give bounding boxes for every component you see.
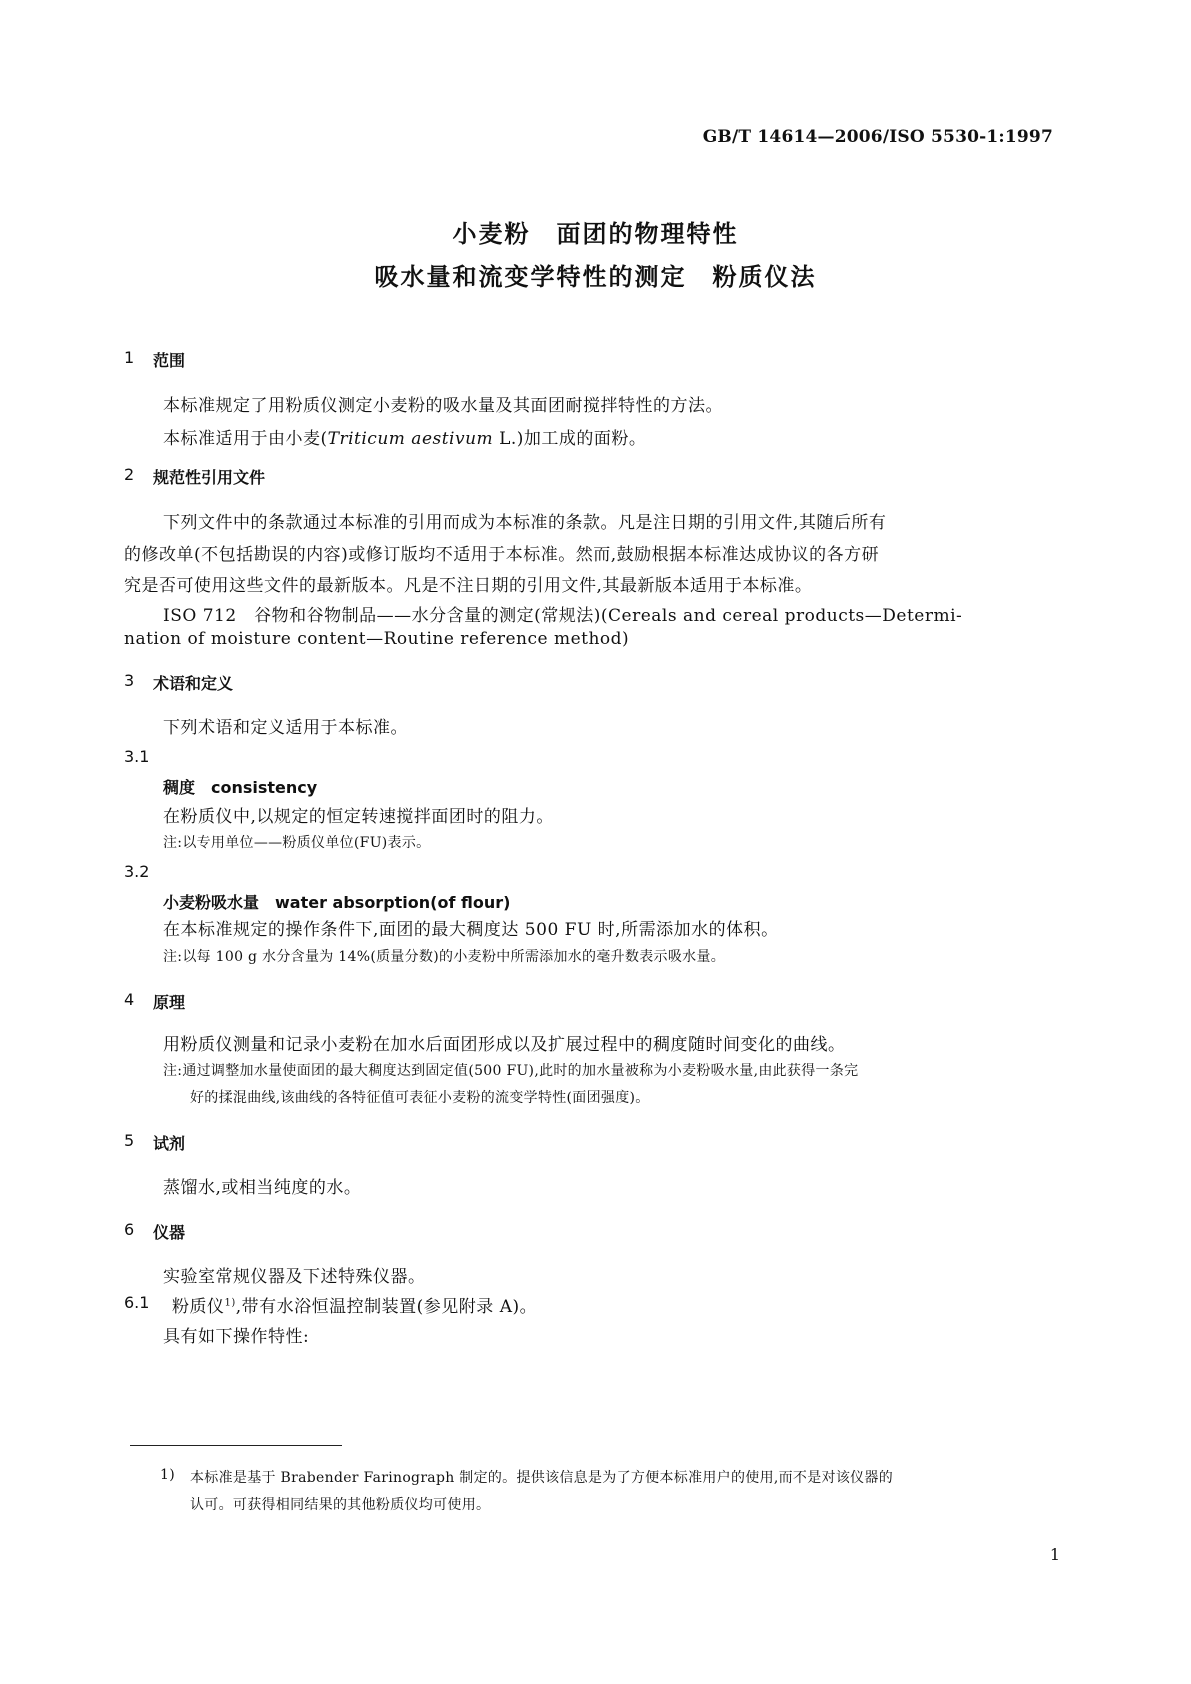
footnote-line-2: 认可。可获得相同结果的其他粉质仪均可使用。 xyxy=(190,1497,491,1513)
footnote-divider xyxy=(130,1445,342,1446)
term-3-1-number: 3.1 xyxy=(124,747,150,766)
term-3-2-heading: 小麦粉吸水量 water absorption(of flour) xyxy=(163,893,511,912)
term-3-1-heading: 稠度 consistency xyxy=(163,778,318,797)
section-4-title: 原理 xyxy=(153,993,186,1012)
section-2-line-1: 下列文件中的条款通过本标准的引用而成为本标准的条款。凡是注日期的引用文件,其随后所有 xyxy=(163,513,887,533)
section-2-line-2: 的修改单(不包括勘误的内容)或修订版均不适用于本标准。然而,鼓励根据本标准达成协议的各方研 xyxy=(124,545,880,565)
instrument-name: 粉质仪 xyxy=(172,1297,225,1317)
reference-line-2: nation of moisture content—Routine reference method) xyxy=(124,629,630,649)
section-2-title: 规范性引用文件 xyxy=(153,468,266,487)
section-6-number: 6 xyxy=(124,1220,135,1239)
standard-code: GB/T 14614—2006/ISO 5530-1:1997 xyxy=(702,127,1053,147)
term-3-2-note: 注:以每 100 g 水分含量为 14%(质量分数)的小麦粉中所需添加水的毫升数表示吸水量。 xyxy=(163,949,726,965)
section-1-title: 范围 xyxy=(153,351,186,370)
section-5-title: 试剂 xyxy=(153,1134,186,1153)
section-3-title: 术语和定义 xyxy=(153,674,234,693)
subsection-6-1-number: 6.1 xyxy=(124,1293,150,1312)
para-2-suffix: L.)加工成的面粉。 xyxy=(493,429,647,449)
section-2-line-3: 究是否可使用这些文件的最新版本。凡是不注日期的引用文件,其最新版本适用于本标准。 xyxy=(124,576,813,596)
footnote-mark: 1) xyxy=(160,1467,175,1483)
section-4-note-line-2: 好的揉混曲线,该曲线的各特征值可表征小麦粉的流变学特性(面团强度)。 xyxy=(190,1090,650,1106)
section-4-number: 4 xyxy=(124,990,135,1009)
para-2-prefix: 本标准适用于由小麦( xyxy=(163,429,328,449)
section-4-note-line-1: 注:通过调整加水量使面团的最大稠度达到固定值(500 FU),此时的加水量被称为小麦粉吸水量,由此获得一条完 xyxy=(163,1063,859,1079)
instrument-description: ,带有水浴恒温控制装置(参见附录 A)。 xyxy=(235,1297,538,1317)
section-5-number: 5 xyxy=(124,1131,135,1150)
term-3-1-definition: 在粉质仪中,以规定的恒定转速搅拌面团时的阻力。 xyxy=(163,807,554,827)
reference-line-1: ISO 712 谷物和谷物制品——水分含量的测定(常规法)(Cereals and cereal products—Determi- xyxy=(163,606,963,626)
footnote-line-1: 本标准是基于 Brabender Farinograph 制定的。提供该信息是为了方便本标准用户的使用,而不是对该仪器的 xyxy=(190,1470,894,1486)
section-6-title: 仪器 xyxy=(153,1223,186,1242)
section-2-number: 2 xyxy=(124,465,135,484)
section-5-para: 蒸馏水,或相当纯度的水。 xyxy=(163,1178,362,1198)
term-3-2-definition: 在本标准规定的操作条件下,面团的最大稠度达 500 FU 时,所需添加水的体积。 xyxy=(163,920,779,940)
section-3-intro: 下列术语和定义适用于本标准。 xyxy=(163,718,408,738)
page-number: 1 xyxy=(1049,1545,1060,1564)
section-1-para-1: 本标准规定了用粉质仪测定小麦粉的吸水量及其面团耐搅拌特性的方法。 xyxy=(163,396,723,416)
section-6-para-1: 实验室常规仪器及下述特殊仪器。 xyxy=(163,1267,426,1287)
latin-name: Triticum aestivum xyxy=(327,429,494,449)
term-3-1-note: 注:以专用单位——粉质仪单位(FU)表示。 xyxy=(163,835,431,851)
section-1-para-2 xyxy=(163,424,646,449)
subsection-6-1-text xyxy=(172,1292,537,1317)
section-4-para: 用粉质仪测量和记录小麦粉在加水后面团形成以及扩展过程中的稠度随时间变化的曲线。 xyxy=(163,1035,846,1055)
section-1-number: 1 xyxy=(124,348,135,367)
footnote-ref: 1) xyxy=(224,1297,236,1309)
section-3-number: 3 xyxy=(124,671,135,690)
term-3-2-number: 3.2 xyxy=(124,862,150,881)
title-line-2: 吸水量和流变学特性的测定 粉质仪法 xyxy=(374,263,817,291)
title-line-1: 小麦粉 面团的物理特性 xyxy=(452,220,739,248)
section-6-para-2: 具有如下操作特性: xyxy=(163,1327,310,1347)
